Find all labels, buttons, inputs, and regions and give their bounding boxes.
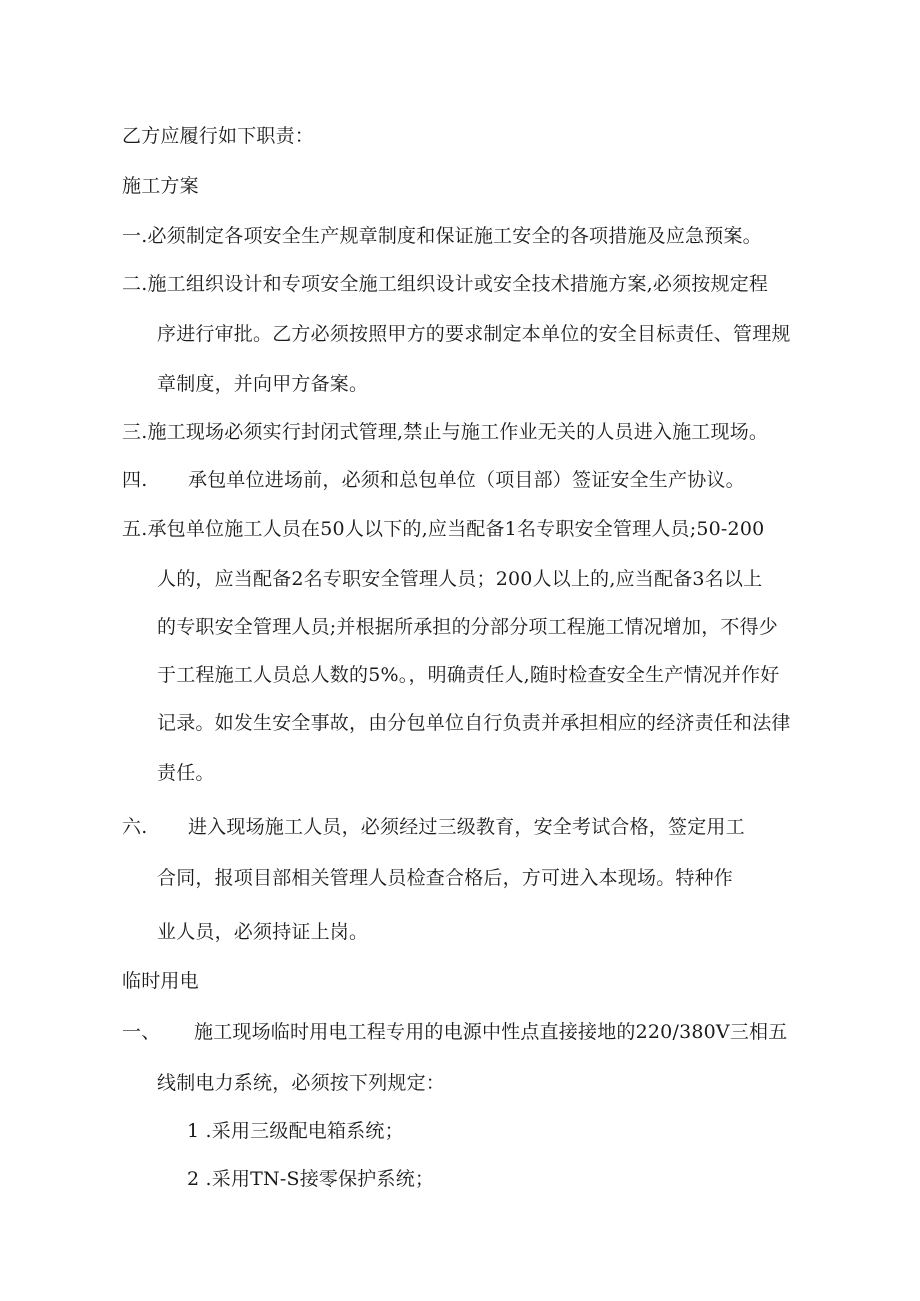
list-item: [122, 815, 745, 839]
list-number: 二.: [122, 273, 148, 295]
list-item-continuation: 业人员，必须持证上岗。: [157, 921, 369, 943]
list-item-text: 施工现场必须实行封闭式管理,禁止与施工作业无关的人员进入施工现场。: [147, 421, 769, 443]
list-number: 四.: [122, 469, 148, 491]
list-item-text: 施工组织设计和专项安全施工组织设计或安全技术措施方案,必须按规定程: [147, 273, 769, 295]
list-number: 一.: [122, 225, 148, 247]
list-item-text: 承包单位施工人员在50人以下的,应当配备1名专职安全管理人员;50-200: [147, 518, 765, 540]
section-heading-temporary-power: 临时用电: [122, 970, 199, 992]
list-item-text: 必须制定各项安全生产规章制度和保证施工安全的各项措施及应急预案。: [147, 225, 762, 247]
list-number: 一、: [122, 1021, 161, 1043]
list-item-continuation: 人的，应当配备2名专职安全管理人员；200人以上的,应当配备3名以上: [157, 568, 763, 590]
list-item-continuation: 线制电力系统，必须按下列规定：: [157, 1072, 446, 1094]
sub-list-item: 2 .采用TN-S接零保护系统；: [187, 1168, 435, 1190]
list-item: [122, 468, 745, 492]
intro-line: 乙方应履行如下职责：: [122, 125, 315, 147]
list-item-continuation: 记录。如发生安全事故，由分包单位自行负责并承担相应的经济责任和法律: [157, 712, 791, 734]
list-item-continuation: 章制度，并向甲方备案。: [157, 373, 369, 395]
list-item-text: 进入现场施工人员，必须经过三级教育，安全考试合格，签定用工: [188, 816, 745, 838]
list-item-continuation: 的专职安全管理人员;并根据所承担的分部分项工程施工情况增加，不得少: [157, 616, 779, 638]
list-number: 六.: [122, 816, 148, 838]
sub-list-item: 1 .采用三级配电箱系统；: [187, 1120, 404, 1142]
list-item-continuation: 责任。: [157, 762, 215, 784]
section-heading-construction-plan: 施工方案: [122, 175, 199, 197]
list-number: 三.: [122, 421, 148, 443]
list-item-continuation: 序进行审批。乙方必须按照甲方的要求制定本单位的安全目标责任、管理规: [157, 323, 791, 345]
list-item: [122, 272, 768, 296]
list-item-continuation: 于工程施工人员总人数的5%。，明确责任人,随时检查安全生产情况并作好: [157, 664, 780, 686]
list-item-text: 承包单位进场前，必须和总包单位（项目部）签证安全生产协议。: [188, 469, 745, 491]
list-item: [122, 224, 762, 248]
list-item: [122, 1020, 787, 1044]
list-item: [122, 420, 768, 444]
list-item-text: 施工现场临时用电工程专用的电源中性点直接接地的220/380V三相五: [194, 1021, 788, 1043]
list-item: [122, 517, 764, 541]
list-number: 五.: [122, 518, 148, 540]
list-item-continuation: 合同，报项目部相关管理人员检查合格后，方可进入本现场。特种作: [157, 867, 734, 889]
